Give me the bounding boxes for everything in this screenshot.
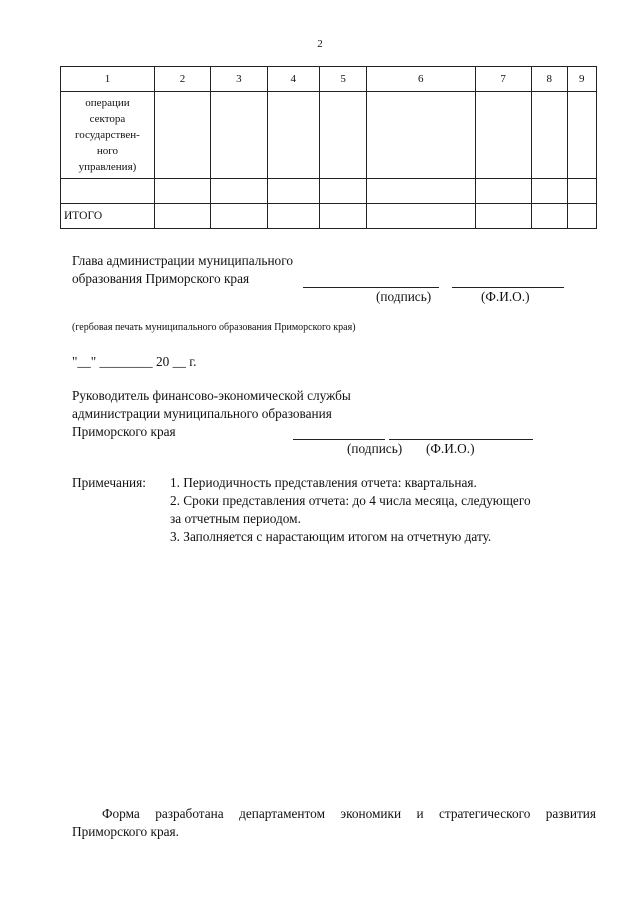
fio-caption: (Ф.И.О.) xyxy=(481,289,530,304)
table-row xyxy=(61,92,597,179)
table-cell xyxy=(154,204,210,229)
header-cell: 2 xyxy=(154,67,210,92)
cell-text-line: операции xyxy=(85,97,130,109)
cell-text-line: сектора xyxy=(89,113,126,125)
table-row xyxy=(61,179,597,204)
footer-line1: Форма разработана департаментом экономики и стратегического развития xyxy=(102,806,596,821)
table-cell xyxy=(367,179,475,204)
table-cell xyxy=(475,92,531,179)
total-label: ИТОГО xyxy=(61,204,155,229)
cell-text-line: государствен- xyxy=(75,129,140,141)
head-title-line2: образования Приморского края xyxy=(72,271,250,286)
table-cell xyxy=(531,204,567,229)
signature-caption: (подпись) xyxy=(376,289,432,304)
table-cell xyxy=(211,204,267,229)
cell-text-line: управления) xyxy=(78,161,137,173)
cell-text-line: ного xyxy=(96,145,119,157)
table-cell xyxy=(154,179,210,204)
table-cell xyxy=(154,92,210,179)
note-item-1: 1. Периодичность представления отчета: квартальная. xyxy=(170,475,477,490)
table-cell xyxy=(267,204,320,229)
header-cell: 4 xyxy=(267,67,320,92)
notes-label: Примечания: xyxy=(72,475,146,490)
table-cell xyxy=(531,179,567,204)
header-cell: 7 xyxy=(475,67,531,92)
table-cell xyxy=(267,92,320,179)
header-cell: 8 xyxy=(531,67,567,92)
table-cell xyxy=(367,92,475,179)
fio-caption: (Ф.И.О.) xyxy=(426,441,475,456)
header-cell: 9 xyxy=(567,67,596,92)
finance-title-line2: администрации муниципального образования xyxy=(72,406,332,421)
table-cell xyxy=(211,92,267,179)
head-title-line1: Глава администрации муниципального xyxy=(72,253,293,268)
note-item-3: 3. Заполняется с нарастающим итогом на отчетную дату. xyxy=(170,529,492,544)
table-cell xyxy=(475,179,531,204)
note-item-2-line1: 2. Сроки представления отчета: до 4 числа месяца, следующего xyxy=(170,493,531,508)
fio-line xyxy=(452,287,564,288)
table-cell xyxy=(320,92,367,179)
table-cell xyxy=(61,179,155,204)
header-cell: 1 xyxy=(61,67,155,92)
table-cell-operations xyxy=(61,92,155,179)
table-cell xyxy=(567,179,596,204)
table-cell xyxy=(367,204,475,229)
table-cell xyxy=(320,179,367,204)
page-number: 2 xyxy=(317,38,323,50)
table-cell xyxy=(531,92,567,179)
signature-line xyxy=(293,439,385,440)
header-cell: 6 xyxy=(367,67,475,92)
table-cell xyxy=(567,204,596,229)
header-cell: 3 xyxy=(211,67,267,92)
table-total-row xyxy=(61,204,597,229)
table-header-row xyxy=(61,67,597,92)
table-cell xyxy=(267,179,320,204)
table-cell xyxy=(211,179,267,204)
table-cell xyxy=(475,204,531,229)
date-line: "__" ________ 20 __ г. xyxy=(72,354,197,369)
finance-title-line1: Руководитель финансово-экономической службы xyxy=(72,388,351,403)
table-cell xyxy=(567,92,596,179)
header-cell: 5 xyxy=(320,67,367,92)
fio-line xyxy=(389,439,533,440)
finance-title-line3: Приморского края xyxy=(72,424,176,439)
signature-caption: (подпись) xyxy=(347,441,403,456)
signature-line xyxy=(303,287,439,288)
seal-note: (гербовая печать муниципального образования Приморского края) xyxy=(72,322,356,333)
note-item-2-line2: за отчетным периодом. xyxy=(170,511,301,526)
table-cell xyxy=(320,204,367,229)
footer-line2: Приморского края. xyxy=(72,824,179,839)
report-table xyxy=(60,66,597,229)
